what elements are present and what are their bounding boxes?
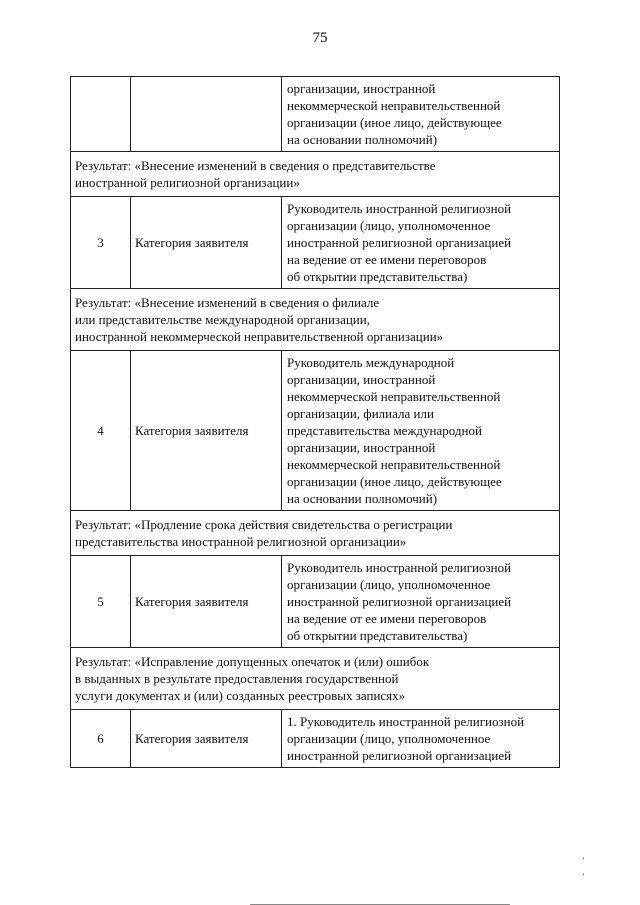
description-line: Руководитель иностранной религиозной: [287, 560, 512, 575]
description-line: некоммерческой неправительственной: [287, 98, 501, 113]
category-cell: [131, 77, 282, 152]
description-line: 1. Руководитель иностранной религиозной: [287, 714, 525, 729]
result-line: иностранной религиозной организации»: [75, 175, 300, 190]
scan-speck: [583, 857, 584, 860]
result-cell: [71, 152, 560, 197]
result-line: Результат: «Внесение изменений в сведения о представительстве: [75, 158, 436, 173]
description-line: организации, иностранной: [287, 372, 436, 387]
description-line: организации (лицо, уполномоченное: [287, 731, 491, 746]
description-line: иностранной религиозной организацией: [287, 594, 512, 609]
description-line: организации, филиала или: [287, 406, 434, 421]
table-row: [71, 197, 560, 289]
description-line: иностранной религиозной организацией: [287, 748, 512, 763]
description-line: организации (лицо, уполномоченное: [287, 218, 491, 233]
table-row: [71, 710, 560, 768]
description-line: представительства международной: [287, 423, 482, 438]
description-line: иностранной религиозной организацией: [287, 235, 512, 250]
description-line: на основании полномочий): [287, 491, 438, 506]
result-cell: [71, 289, 560, 351]
row-number: 5: [71, 556, 131, 648]
result-line: Результат: «Продление срока действия свидетельства о регистрации: [75, 517, 453, 532]
row-number: 4: [71, 351, 131, 511]
result-line: иностранной некоммерческой неправительственной организации»: [75, 329, 444, 344]
description-line: организации (лицо, уполномоченное: [287, 577, 491, 592]
description-line: об открытии представительства): [287, 628, 468, 643]
description-cell: [282, 710, 560, 768]
description-line: об открытии представительства): [287, 269, 468, 284]
category-label: Категория заявителя: [131, 351, 282, 511]
result-line: Результат: «Внесение изменений в сведения о филиале: [75, 295, 380, 310]
result-row: [71, 511, 560, 556]
description-line: организации (иное лицо, действующее: [287, 115, 502, 130]
table-row: [71, 556, 560, 648]
description-line: некоммерческой неправительственной: [287, 457, 501, 472]
description-line: на ведение от ее имени переговоров: [287, 611, 487, 626]
description-line: организации, иностранной: [287, 440, 436, 455]
description-line: на ведение от ее имени переговоров: [287, 252, 487, 267]
description-line: организации, иностранной: [287, 81, 436, 96]
scan-speck: [583, 873, 584, 876]
row-number-cell: [71, 77, 131, 152]
result-row: [71, 289, 560, 351]
row-number: 6: [71, 710, 131, 768]
result-cell: [71, 648, 560, 710]
result-line: Результат: «Исправление допущенных опечаток и (или) ошибок: [75, 654, 430, 669]
description-line: Руководитель иностранной религиозной: [287, 201, 512, 216]
row-number: 3: [71, 197, 131, 289]
description-cell: [282, 556, 560, 648]
result-cell: [71, 511, 560, 556]
category-label: Категория заявителя: [131, 197, 282, 289]
category-label: Категория заявителя: [131, 710, 282, 768]
table-row: [71, 351, 560, 511]
description-cell: [282, 197, 560, 289]
description-cell: [282, 77, 560, 152]
result-line: представительства иностранной религиозной организации»: [75, 534, 407, 549]
result-row: [71, 152, 560, 197]
description-line: Руководитель международной: [287, 355, 455, 370]
applicant-category-table: [70, 76, 560, 768]
description-line: организации (иное лицо, действующее: [287, 474, 502, 489]
page-number: 75: [312, 30, 328, 46]
category-label: Категория заявителя: [131, 556, 282, 648]
result-line: или представительстве международной организации,: [75, 312, 370, 327]
description-line: некоммерческой неправительственной: [287, 389, 501, 404]
description-line: на основании полномочий): [287, 132, 438, 147]
description-cell: [282, 351, 560, 511]
result-line: в выданных в результате предоставления государственной: [75, 671, 399, 686]
result-row: [71, 648, 560, 710]
table-row: [71, 77, 560, 152]
result-line: услуги документах и (или) созданных реестровых записях»: [75, 688, 406, 703]
